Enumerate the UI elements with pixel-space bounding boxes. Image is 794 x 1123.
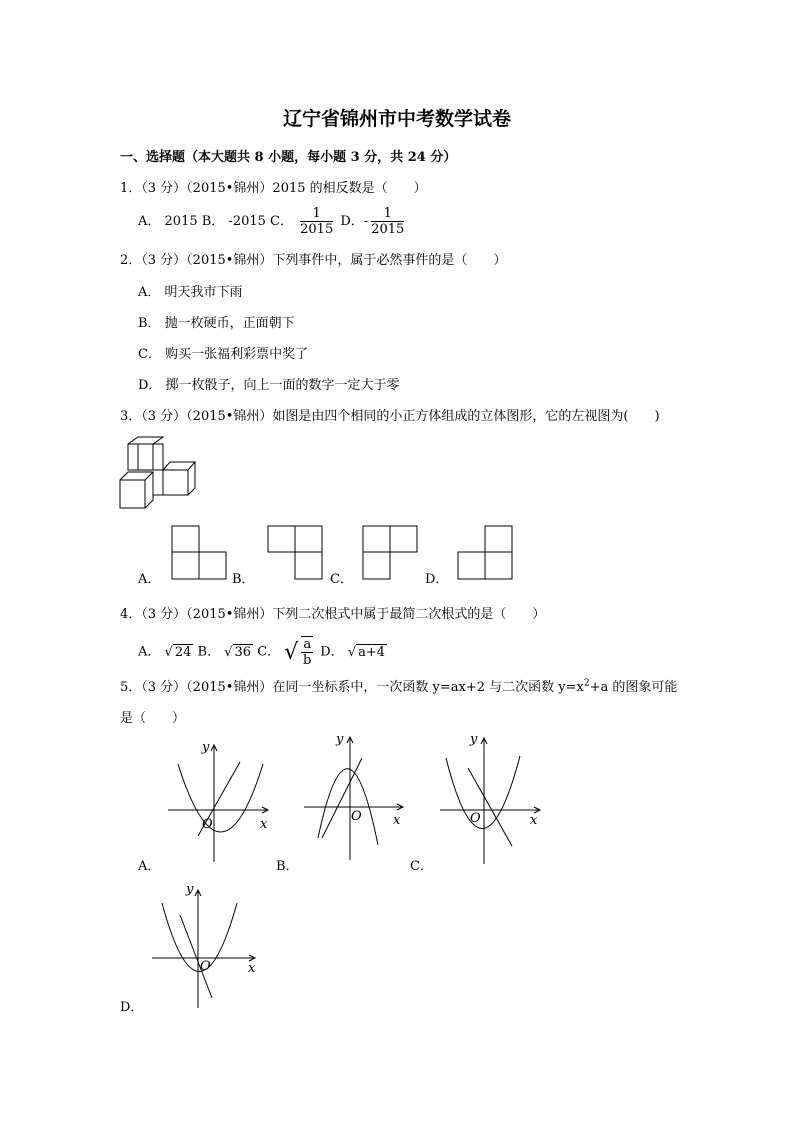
graph-c [440, 738, 540, 864]
graph-d-y-label: y [186, 882, 194, 897]
question-1-option-d-label: D． [340, 214, 364, 229]
question-5-option-d-label: D． [120, 1000, 144, 1015]
fraction-denominator: 2015 [300, 222, 334, 237]
question-3-option-a-label: A． [138, 572, 161, 587]
graph-c-y-label: y [470, 732, 478, 747]
question-4-option-d-label: D． [320, 644, 344, 660]
graph-c-origin: O [470, 811, 481, 826]
question-4-option-b-label: B． [197, 644, 221, 660]
question-2-stem: 2．（3 分）（2015•锦州）下列事件中，属于必然事件的是（ ） [120, 253, 507, 268]
question-2-option-b: B． 抛一枚硬币，正面朝下 [138, 316, 295, 331]
page-title: 辽宁省锦州市中考数学试卷 [282, 108, 511, 130]
question-3-stem: 3．（3 分）（2015•锦州）如图是由四个相同的小正方体组成的立体图形，它的左视图为( ) [120, 409, 660, 424]
question-4-stem: 4．（3 分）（2015•锦州）下列二次根式中属于最简二次根式的是（ ） [120, 607, 546, 622]
graph-a-y-label: y [202, 740, 210, 755]
sqrt-fraction: √ [284, 639, 299, 665]
graph-b [304, 737, 403, 860]
exponent: 2 [583, 678, 590, 689]
question-4-option-a-label: A． [138, 644, 161, 660]
sqrt-24: √ 24 [164, 644, 192, 660]
question-5-option-b-label: B． [276, 859, 299, 874]
question-5-stem-pre: 5．（3 分）（2015•锦州）在同一坐标系中，一次函数 y=ax+2 与二次函数 y=x [120, 680, 584, 695]
sqrt-a-plus-4: √ a+4 [347, 644, 386, 660]
graph-d-x-label: x [248, 961, 256, 976]
graph-c-x-label: x [530, 813, 538, 828]
graph-b-origin: O [351, 809, 362, 824]
graph-b-x-label: x [393, 813, 401, 828]
graph-a [168, 745, 268, 862]
question-5-option-c-label: C． [410, 859, 433, 874]
graph-d-origin: O [200, 959, 211, 974]
question-3-option-d-label: D． [425, 572, 449, 587]
question-4-option-c-label: C． [257, 644, 281, 660]
fraction-numerator: 1 [371, 206, 404, 222]
fraction-numerator: 1 [300, 206, 333, 222]
question-5-stem-line2: 是（ ） [120, 711, 186, 726]
radicand: 36 [234, 644, 252, 660]
sqrt-36: √ 36 [224, 644, 252, 660]
fraction-numerator: a [303, 637, 312, 652]
radicand: 24 [174, 644, 192, 660]
question-5-option-a-label: A． [138, 859, 161, 874]
minus-sign: - [363, 214, 369, 229]
question-1-options-ab: A． 2015 B． -2015 C． [138, 214, 293, 229]
question-1-stem: 1．（3 分）（2015•锦州）2015 的相反数是（ ） [120, 181, 427, 196]
question-2-option-a: A． 明天我市下雨 [138, 285, 243, 300]
question-2-option-c: C． 购买一张福利彩票中奖了 [138, 347, 309, 362]
graph-a-origin: O [202, 817, 213, 832]
fraction-denominator: b [303, 653, 312, 668]
question-2-option-d: D． 掷一枚骰子，向上一面的数字一定大于零 [138, 378, 400, 393]
graph-d [152, 890, 255, 1008]
graph-a-x-label: x [260, 817, 268, 832]
question-5-stem-post: +a 的图象可能 [589, 680, 678, 695]
fraction-denominator: 2015 [371, 222, 405, 237]
question-3-option-b-label: B． [232, 572, 255, 587]
graph-b-y-label: y [336, 732, 344, 747]
radicand: a+4 [358, 644, 386, 660]
section-heading: 一、选择题（本大题共 8 小题，每小题 3 分，共 24 分） [120, 150, 457, 165]
question-3-option-c-label: C． [330, 572, 353, 587]
